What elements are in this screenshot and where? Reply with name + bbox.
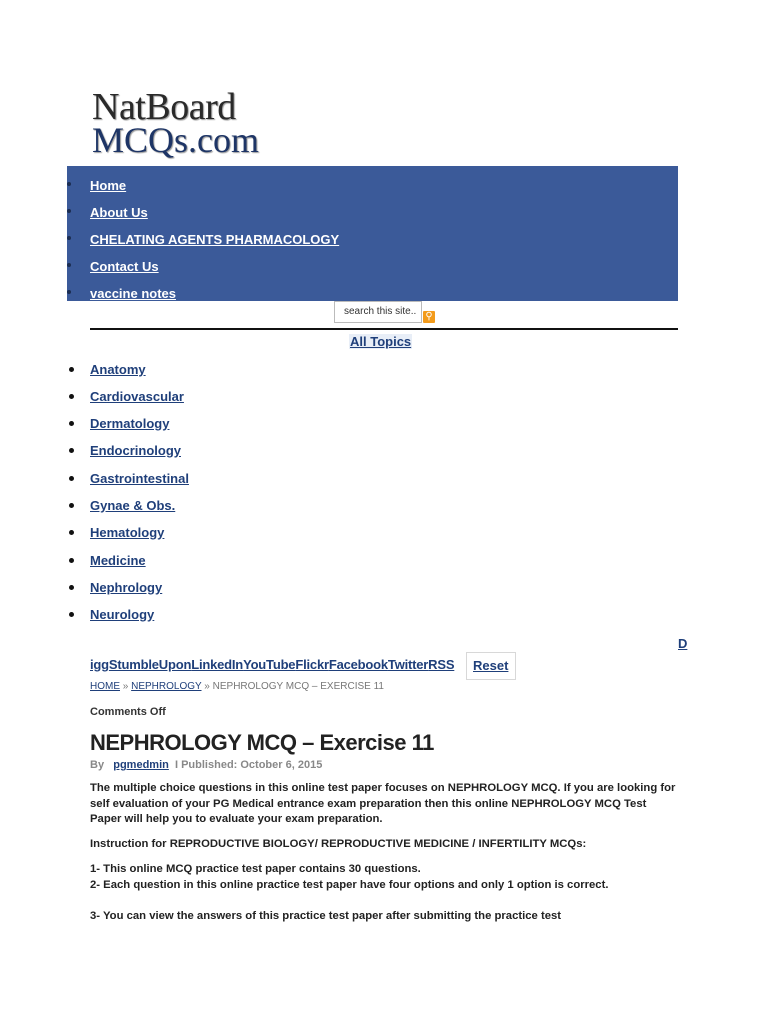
breadcrumb-home[interactable]: HOME bbox=[90, 681, 120, 692]
social-link-linkedin[interactable]: LinkedIn bbox=[191, 657, 244, 672]
social-link-facebook[interactable]: Facebook bbox=[328, 657, 388, 672]
social-links bbox=[90, 657, 454, 672]
topic-link-gastrointestinal[interactable]: Gastrointestinal bbox=[90, 471, 189, 486]
site-logo[interactable] bbox=[92, 88, 259, 158]
search-input[interactable]: search this site.. bbox=[334, 301, 422, 323]
bullet-icon bbox=[69, 367, 74, 372]
post-rule: 3- You can view the answers of this practice test paper after submitting the practice test bbox=[90, 910, 562, 922]
topic-link-neurology[interactable]: Neurology bbox=[90, 607, 155, 622]
social-link-digg[interactable]: igg bbox=[90, 657, 109, 672]
post-byline bbox=[90, 759, 322, 771]
bullet-icon bbox=[67, 263, 71, 267]
search-icon[interactable]: ⚲ bbox=[423, 311, 435, 323]
bullet-icon bbox=[67, 236, 71, 240]
comments-status: Comments Off bbox=[90, 706, 166, 718]
post-rule: 2- Each question in this online practice test paper have four options and only 1 option is correct. bbox=[90, 879, 609, 891]
bullet-icon bbox=[67, 290, 71, 294]
social-link-youtube[interactable]: YouTube bbox=[243, 657, 296, 672]
bullet-icon bbox=[69, 448, 74, 453]
post-instruction: Instruction for REPRODUCTIVE BIOLOGY/ REPRODUCTIVE MEDICINE / INFERTILITY MCQs: bbox=[90, 838, 587, 850]
published-date: I Published: October 6, 2015 bbox=[174, 759, 323, 771]
nav-link-about[interactable]: About Us bbox=[90, 205, 148, 220]
nav-link-home[interactable]: Home bbox=[90, 178, 127, 193]
post-rule: 1- This online MCQ practice test paper contains 30 questions. bbox=[90, 863, 421, 875]
logo-line-2: MCQs.com bbox=[92, 120, 260, 160]
reset-button[interactable]: Reset bbox=[466, 652, 516, 680]
topic-link-hematology[interactable]: Hematology bbox=[90, 525, 165, 540]
bullet-icon bbox=[67, 182, 71, 186]
author-link[interactable]: pgmedmin bbox=[113, 759, 169, 771]
byline-by-label: By bbox=[90, 759, 105, 771]
breadcrumb-separator: » bbox=[201, 681, 213, 692]
social-link-rss[interactable]: RSS bbox=[428, 657, 455, 672]
bullet-icon bbox=[69, 558, 74, 563]
topic-link-endocrinology[interactable]: Endocrinology bbox=[90, 443, 181, 458]
divider bbox=[90, 328, 678, 330]
topic-link-gynae[interactable]: Gynae & Obs. bbox=[90, 498, 176, 513]
bullet-icon bbox=[69, 421, 74, 426]
bullet-icon bbox=[69, 394, 74, 399]
breadcrumb bbox=[90, 681, 384, 692]
main-nav bbox=[67, 166, 678, 301]
topic-link-dermatology[interactable]: Dermatology bbox=[90, 416, 170, 431]
bullet-icon bbox=[67, 209, 71, 213]
breadcrumb-separator: » bbox=[120, 681, 132, 692]
nav-link-vaccine[interactable]: vaccine notes bbox=[90, 286, 176, 301]
logo-line-1: NatBoard bbox=[92, 86, 236, 128]
page-title: NEPHROLOGY MCQ – Exercise 11 bbox=[90, 730, 434, 755]
topic-link-nephrology[interactable]: Nephrology bbox=[90, 580, 163, 595]
topic-link-cardiovascular[interactable]: Cardiovascular bbox=[90, 389, 184, 404]
bullet-icon bbox=[69, 585, 74, 590]
social-link-flickr[interactable]: Flickr bbox=[295, 657, 329, 672]
bullet-icon bbox=[69, 503, 74, 508]
nav-link-contact[interactable]: Contact Us bbox=[90, 259, 159, 274]
topic-link-anatomy[interactable]: Anatomy bbox=[90, 362, 146, 377]
social-link-digg-start[interactable]: D bbox=[678, 636, 688, 651]
bullet-icon bbox=[69, 530, 74, 535]
breadcrumb-current: NEPHROLOGY MCQ – EXERCISE 11 bbox=[212, 681, 384, 692]
topic-link-medicine[interactable]: Medicine bbox=[90, 553, 146, 568]
bullet-icon bbox=[69, 476, 74, 481]
all-topics-link[interactable]: All Topics bbox=[350, 334, 412, 349]
breadcrumb-category[interactable]: NEPHROLOGY bbox=[131, 681, 202, 692]
social-link-twitter[interactable]: Twitter bbox=[387, 657, 429, 672]
post-intro: The multiple choice questions in this online test paper focuses on NEPHROLOGY MCQ. If you are looking for self evaluation of your PG Medical entrance exam preparation then this online NEPHROLOGY MCQ Test Paper will help you to evaluate your exam preparation. bbox=[90, 782, 676, 825]
nav-link-chelating[interactable]: CHELATING AGENTS PHARMACOLOGY bbox=[90, 232, 340, 247]
bullet-icon bbox=[69, 612, 74, 617]
social-link-stumbleupon[interactable]: StumbleUpon bbox=[108, 657, 192, 672]
